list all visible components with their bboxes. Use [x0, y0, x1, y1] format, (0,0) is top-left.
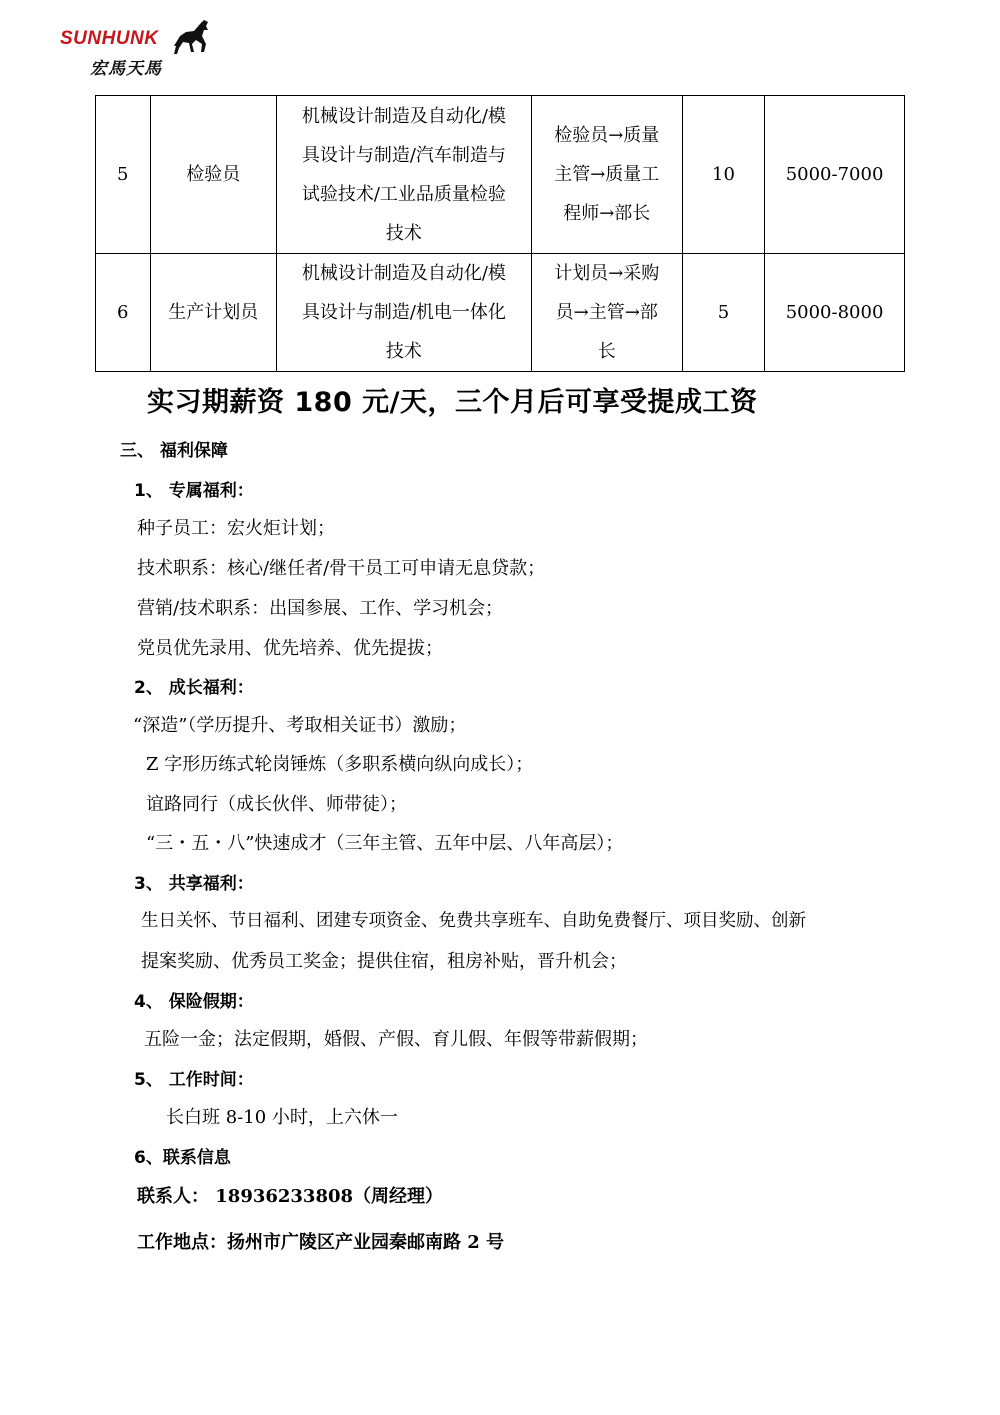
work-address: 工作地点：扬州市广陵区产业园秦邮南路 2 号	[137, 1232, 505, 1253]
major-line: 技术	[385, 341, 422, 362]
benefit-line: 提案奖励、优秀员工奖金；提供住宿，租房补贴，晋升机会；	[141, 951, 627, 972]
cell-salary: 5000-8000	[765, 254, 905, 372]
benefit-line: 党员优先录用、优先培养、优先提拔；	[137, 638, 443, 659]
major-line: 具设计与制造/汽车制造与	[301, 144, 506, 166]
benefit-line: “深造”（学历提升、考取相关证书）激励；	[133, 715, 467, 736]
cell-career-path	[531, 96, 682, 254]
benefit-line: 五险一金；法定假期，婚假、产假、育儿假、年假等带薪假期；	[144, 1029, 648, 1050]
benefit-line: 种子员工：宏火炬计划；	[137, 518, 335, 539]
major-line: 试验技术/工业品质量检验	[301, 183, 506, 205]
heading-insurance-holidays: 4、 保险假期：	[134, 992, 254, 1012]
path-line: 检验员→质量	[554, 125, 660, 146]
major-line: 具设计与制造/机电一体化	[301, 302, 506, 323]
path-line: 长	[597, 341, 616, 362]
heading-work-hours: 5、 工作时间：	[134, 1070, 254, 1090]
table-row	[96, 96, 905, 254]
heading-contact-info: 6、联系信息	[134, 1148, 231, 1168]
table-row	[96, 254, 905, 372]
logo-chinese-text: 宏馬天馬	[90, 59, 162, 79]
path-line: 程师→部长	[563, 203, 651, 224]
cell-headcount: 10	[682, 96, 764, 254]
cell-salary: 5000-7000	[765, 96, 905, 254]
heading-shared-benefits: 3、 共享福利：	[134, 874, 254, 894]
path-line: 员→主管→部	[555, 302, 658, 323]
cell-major	[277, 254, 532, 372]
benefit-line: 谊路同行（成长伙伴、师带徒）；	[146, 794, 407, 815]
cell-major	[277, 96, 532, 254]
major-line: 机械设计制造及自动化/模	[301, 263, 506, 284]
major-line: 技术	[385, 222, 422, 244]
benefit-line: 技术职系：核心/继任者/骨干员工可申请无息贷款；	[137, 558, 546, 579]
internship-salary-note: 实习期薪资 180 元/天，三个月后可享受提成工资	[147, 387, 758, 418]
contact-person: 联系人： 18936233808（周经理）	[137, 1186, 444, 1207]
cell-number: 5	[96, 96, 151, 254]
cell-number: 6	[96, 254, 151, 372]
heading-exclusive-benefits: 1、 专属福利：	[134, 481, 254, 501]
path-line: 主管→质量工	[554, 164, 660, 185]
benefit-line: “三・五・八”快速成才（三年主管、五年中层、八年高层）；	[146, 833, 624, 854]
section-title-benefits: 三、 福利保障	[120, 441, 228, 461]
benefit-line: 营销/技术职系：出国参展、工作、学习机会；	[137, 598, 504, 619]
benefit-line: Z 字形历练式轮岗锤炼（多职系横向纵向成长）；	[146, 754, 534, 775]
major-line: 机械设计制造及自动化/模	[301, 105, 506, 127]
work-hours-line: 长白班 8-10 小时，上六休一	[166, 1107, 398, 1128]
company-logo	[60, 14, 210, 79]
benefit-line: 生日关怀、节日福利、团建专项资金、免费共享班车、自助免费餐厅、项目奖励、创新	[141, 911, 806, 931]
positions-table	[95, 95, 905, 372]
heading-growth-benefits: 2、 成长福利：	[134, 678, 254, 698]
cell-position: 生产计划员	[150, 254, 277, 372]
logo-brand-text: SUNHUNK	[60, 28, 159, 49]
cell-headcount: 5	[682, 254, 764, 372]
horse-icon	[170, 16, 212, 56]
cell-career-path	[531, 254, 682, 372]
path-line: 计划员→采购	[554, 263, 660, 284]
cell-position: 检验员	[150, 96, 277, 254]
